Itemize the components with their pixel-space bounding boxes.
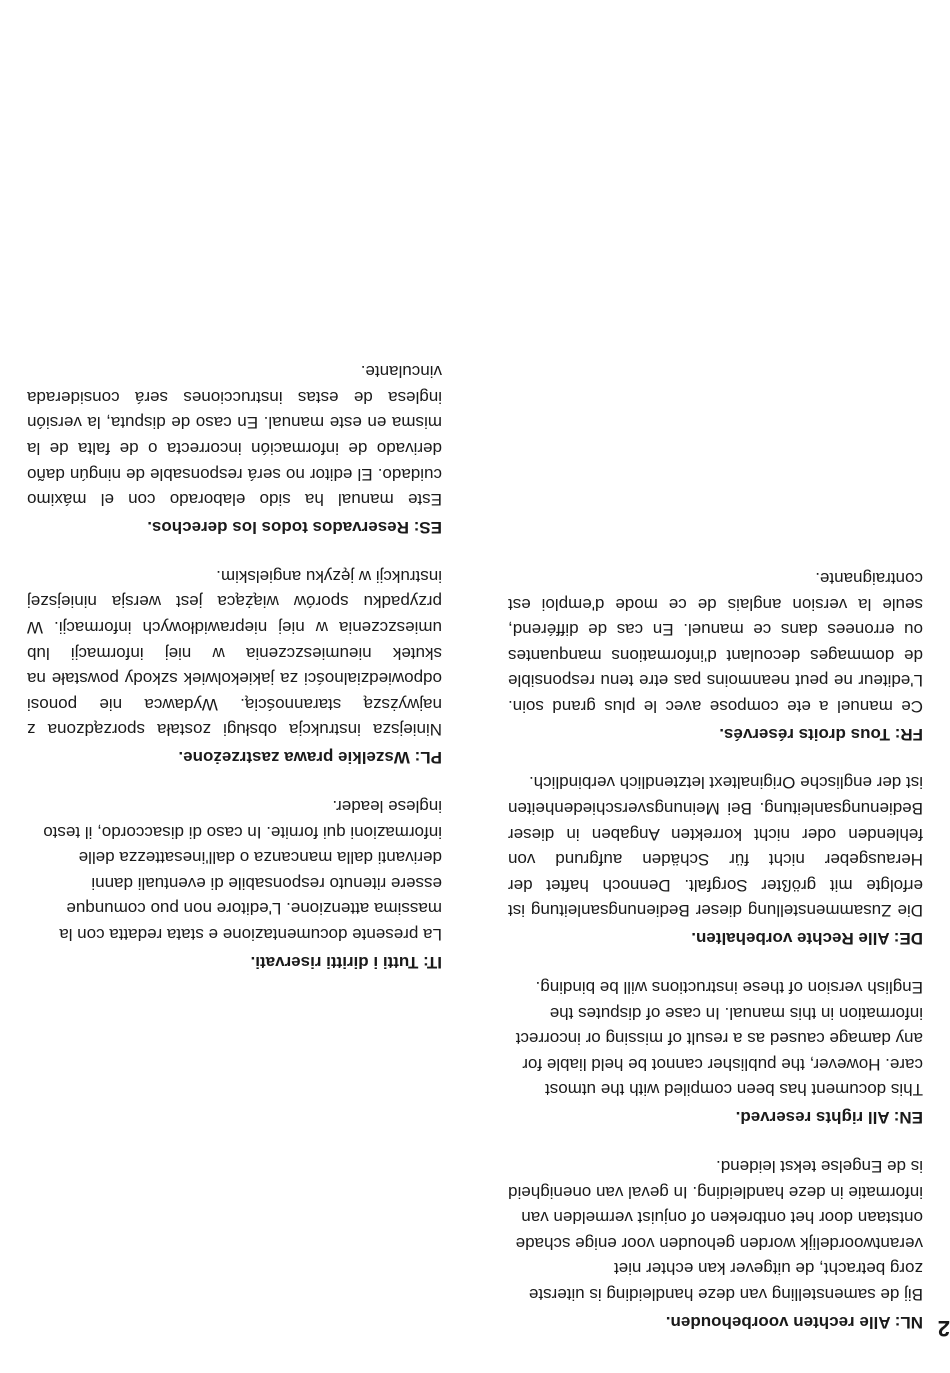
section-heading: DE: Alle Rechte vorbehalten. [691, 929, 923, 949]
section-it [27, 793, 442, 975]
section-heading: ES: Reservados todos los derechos. [147, 518, 442, 538]
section-es [27, 359, 442, 541]
section-body: Niniejsza instrukcja obsługi została sporządzona z najwyższą starannością. Wydawca nie ponosi odpowiedzialności za jakiekolwiek szkody powstałe na skutek nieumieszczenia w niej informacji lub umieszczenia w niej nieprawidłowych informacji. W przypadku sporów wiążąca jest wersja niniejszej instrukcji w języku angielskim. [27, 566, 442, 740]
section-nl [508, 1153, 923, 1335]
section-fr [508, 565, 923, 747]
section-heading: IT: Tutti i diritti riservati. [250, 953, 442, 972]
section-en [508, 974, 923, 1130]
section-heading: FR: Tous droits réservés. [719, 724, 923, 744]
section-de [508, 770, 923, 952]
section-body: Ce manuel a ete compose avec le plus grand soin. L'editeur ne peut neanmoins pas etre tenu responsible de dommages decoulant d'informations manquantes ou erronees dans ce manuel. En cas de différend, seule la version anglais de ce mode d'emploi est contraignante. [508, 568, 923, 716]
section-body: Die Zusammenstellung dieser Bedienungsanleitung ist erfolgte mit größter Sorgfalt. Dennoch haftet der Herausgeber nicht für Schäden aufgrund von fehlenden oder nicht korrekten Angaben in dieser Bedienungsanleitung. Bei Meinungsverschiedenheiten ist der englische Originaltext letztendlich verbindlich. [508, 773, 923, 921]
section-heading: NL: Alle rechten voorbehouden. [665, 1313, 923, 1332]
left-column [508, 542, 923, 1335]
section-body: This document has been compiled with the utmost care. However, the publisher cannot be held liable for any damage caused as a result of missing or incorrect information in this manual. In case of disputes the English version of these instructions will be binding. [515, 978, 923, 1100]
section-pl [27, 563, 442, 770]
section-body: La presente documentazione e stata redatta con la massima attenzione. L'editore non puo comunque essere ritenuto responsabile di eventuali danni derivanti dalla mancanza o dall'inesattezza delle informazioni qui fornite. In caso di disaccordo, il testo inglese leader. [43, 797, 442, 944]
section-body: Bij de samenstelling van deze handleiding is uiterste zorg betracht, de uitgever kan echter niet verantwoordelijk worden gehouden voor enige schade ontstaan door het ontbreken of onjuist vermelden van informatie in deze handleiding. In geval van onenigheid is de Engelse tekst leidend. [508, 1157, 923, 1304]
section-heading: EN: All rights reserved. [735, 1108, 923, 1128]
right-column [27, 336, 442, 975]
section-body: Este manual ha sido elaborado con el máximo cuidado. El editor no será responsable de ningún daño derivado de información incorrecta o de falta de la misma en este manual. En caso de disputa, la versión inglesa de estas instrucciones será considerada vinculante. [27, 362, 442, 510]
page-number: 2 [937, 1316, 950, 1341]
section-heading: PL: Wszelkie prawa zastrzeżone. [178, 748, 442, 768]
